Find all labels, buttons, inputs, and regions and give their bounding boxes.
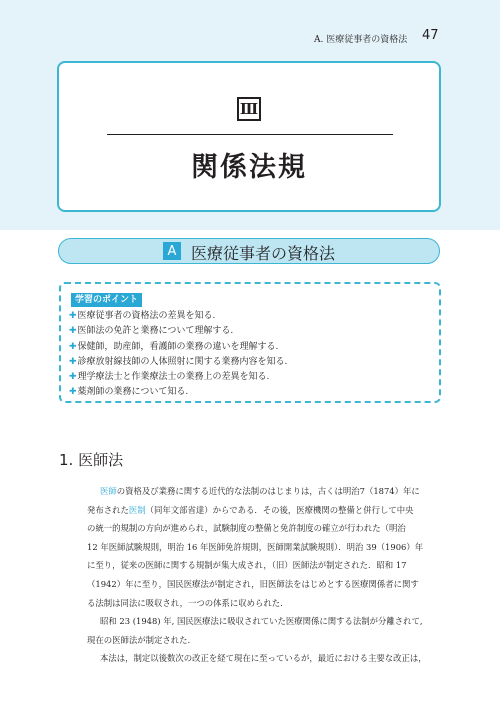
paragraph xyxy=(87,649,445,668)
text-line: に至り，従来の医師に関する規制が集大成され，（旧）医師法が制定された．昭和 17 xyxy=(87,560,407,571)
learning-point: ✚診療放射線技師の人体照射に関する業務内容を知る. xyxy=(69,356,288,367)
keyword: 医師 xyxy=(100,486,117,496)
paragraph xyxy=(87,612,445,649)
learning-point: ✚薬剤師の業務について知る. xyxy=(69,387,189,398)
plus-bullet-icon: ✚ xyxy=(69,326,77,337)
text-line: （1942）年に至り，国民医療法が制定され，旧医師法をはじめとする医療関係者に関す xyxy=(87,578,419,589)
text-line: 発布された医制（同年文部省達）からである．その後，医療機関の整備と併行して中央 xyxy=(87,504,414,515)
plus-bullet-icon: ✚ xyxy=(69,387,77,398)
text-line: 本法は，制定以後数次の改正を経て現在に至っているが，最近における主要な改正は， xyxy=(100,653,427,664)
learning-point: ✚保健師，助産師，看護師の業務の違いを理解する. xyxy=(69,341,279,352)
learning-point: ✚医療従事者の資格法の差異を知る. xyxy=(69,311,216,321)
plus-bullet-icon: ✚ xyxy=(69,356,77,367)
plus-bullet-icon: ✚ xyxy=(69,372,77,383)
plus-bullet-icon: ✚ xyxy=(69,341,77,352)
chapter-number: Ⅲ xyxy=(237,97,261,121)
learning-points-list xyxy=(69,309,287,401)
text-line: る法制は同法に吸収され，一つの体系に収められた． xyxy=(87,597,289,608)
text-line: 医師の資格及び業務に関する近代的な法制のはじまりは，古くは明治7（1874）年に xyxy=(100,486,420,496)
text-line: 12 年医師試験規則，明治 16 年医師免許規則，医師開業試験規則）．明治 39（1906）年 xyxy=(87,541,424,552)
text-line: 現在の医師法が制定された. xyxy=(87,634,191,645)
page-number: 47 xyxy=(422,28,439,43)
section-heading-bar xyxy=(58,238,440,264)
chapter-title-box xyxy=(57,61,441,212)
section-title: 医療従事者の資格法 xyxy=(191,244,336,263)
learning-point: ✚理学療法士と作業療法士の業務上の差異を知る. xyxy=(69,372,270,383)
plus-bullet-icon: ✚ xyxy=(69,311,77,321)
learning-points-label: 学習のポイント xyxy=(71,293,142,307)
text-line: 昭和 23 (1948) 年, 国民医療法に吸収されていた医療関係に関する法制が分離されて, xyxy=(100,616,423,627)
chapter-title: 関係法規 xyxy=(191,152,307,183)
paragraph xyxy=(87,482,445,612)
text-line: の統一的規制の方向が進められ，試験制度の整備と免許制度の確立が行われた（明治 xyxy=(87,523,406,534)
body-text xyxy=(87,482,445,668)
learning-point: ✚医師法の免許と業務について理解する. xyxy=(69,326,234,337)
keyword: 医制 xyxy=(128,504,146,515)
learning-points-box xyxy=(59,282,441,403)
running-head-section: A. 医療従事者の資格法 xyxy=(314,35,408,45)
chapter-divider xyxy=(107,134,393,135)
section-letter: A xyxy=(163,242,181,260)
subsection-heading: 1. 医師法 xyxy=(59,451,124,469)
